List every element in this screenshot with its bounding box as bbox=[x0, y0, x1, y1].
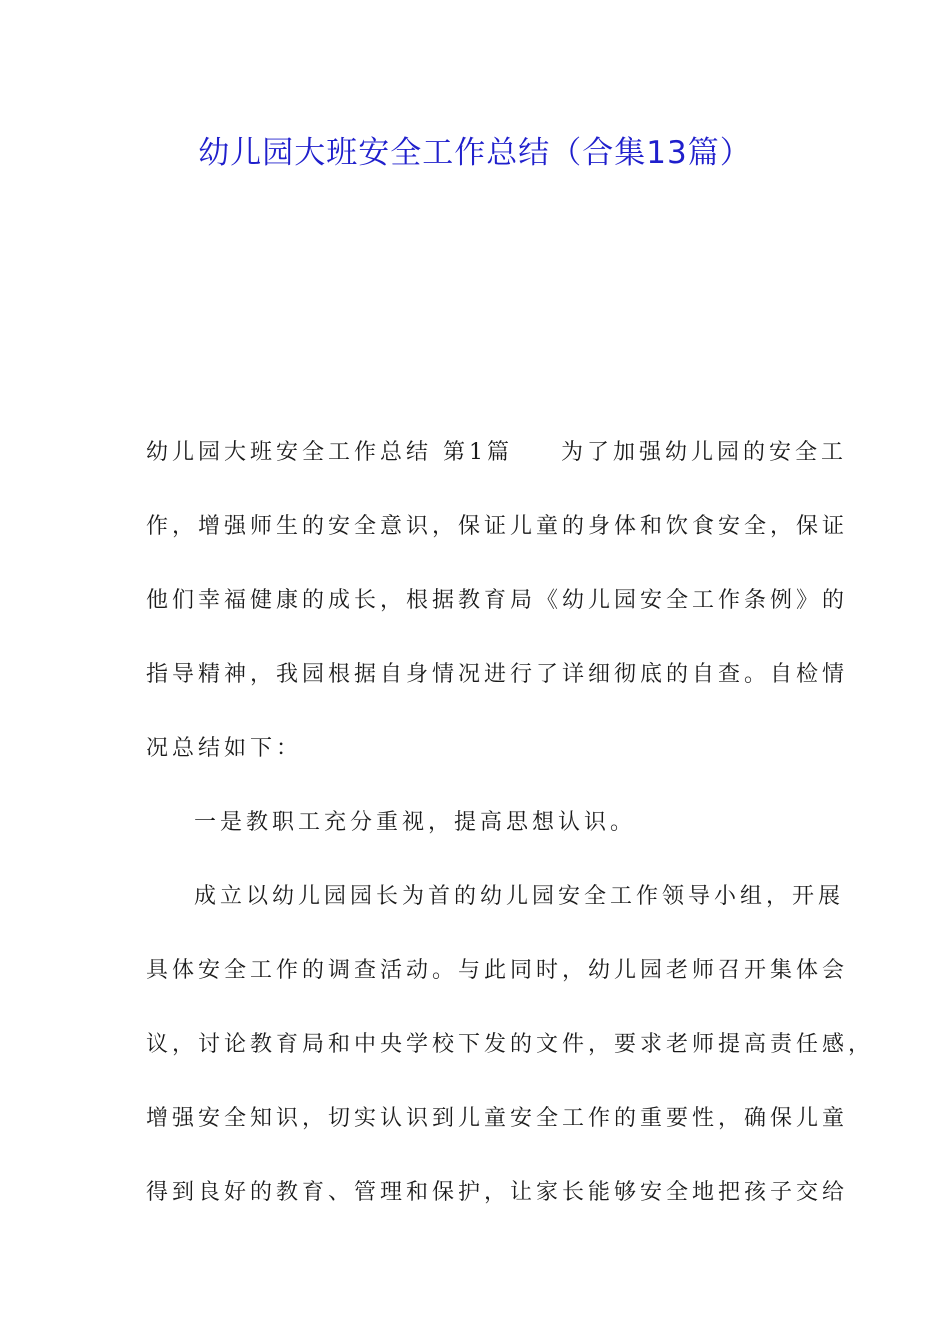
paragraph-line: 得到良好的教育、管理和保护，让家长能够安全地把孩子交给 bbox=[146, 1180, 849, 1205]
paragraph-line: 增强安全知识，切实认识到儿童安全工作的重要性，确保儿童 bbox=[146, 1106, 849, 1131]
paragraph-line: 他们幸福健康的成长，根据教育局《幼儿园安全工作条例》的 bbox=[146, 588, 849, 613]
paragraph-line: 作，增强师生的安全意识，保证儿童的身体和饮食安全，保证 bbox=[146, 514, 849, 539]
paragraph-line: 具体安全工作的调查活动。与此同时，幼儿园老师召开集体会 bbox=[146, 958, 849, 983]
paragraph-line: 成立以幼儿园园长为首的幼儿园安全工作领导小组，开展 bbox=[194, 884, 845, 909]
paragraph-line bbox=[146, 416, 848, 490]
paragraph-line: 一是教职工充分重视，提高思想认识。 bbox=[194, 810, 637, 835]
section-heading: 幼儿园大班安全工作总结 第1篇 bbox=[146, 440, 513, 465]
paragraph-line: 指导精神，我园根据自身情况进行了详细彻底的自查。自检情 bbox=[146, 662, 849, 687]
paragraph-line: 况总结如下： bbox=[146, 736, 303, 761]
line-text: 为了加强幼儿园的安全工 bbox=[561, 440, 848, 465]
document-body bbox=[146, 416, 875, 1230]
document-title: 幼儿园大班安全工作总结（合集13篇） bbox=[198, 135, 752, 171]
paragraph-line: 议，讨论教育局和中央学校下发的文件，要求老师提高责任感， bbox=[146, 1032, 875, 1057]
